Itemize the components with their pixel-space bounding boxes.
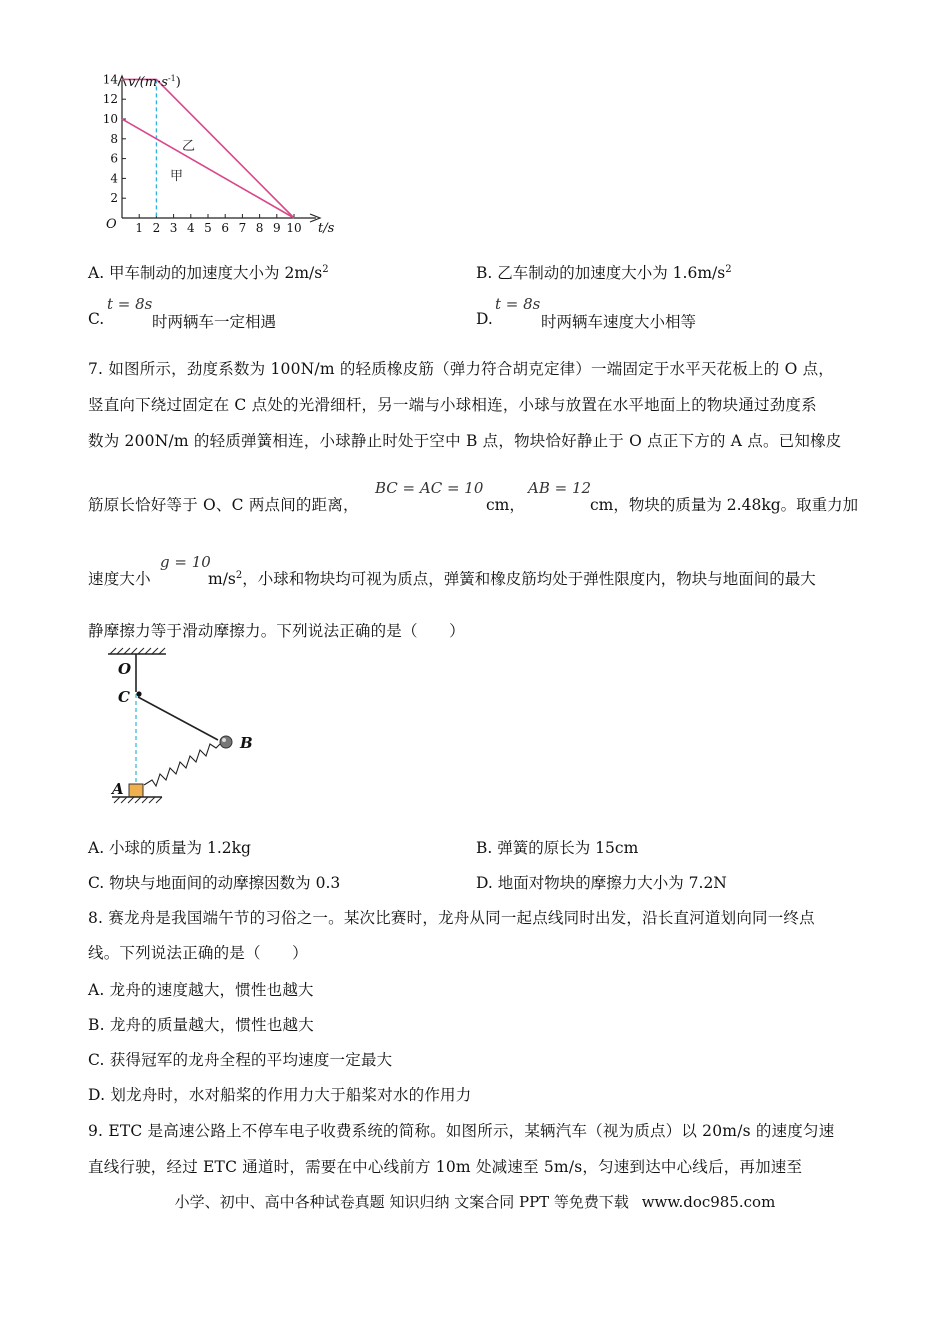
- q7-line-4c: cm，物块的质量为 2.48kg。取重力加: [590, 496, 859, 514]
- x-tick-label: 8: [255, 221, 264, 235]
- q8-option-d: D. 划龙舟时，水对船桨的作用力大于船桨对水的作用力: [88, 1086, 472, 1104]
- page-footer: [0, 1191, 950, 1212]
- point-o-label: O: [118, 660, 132, 678]
- y-tick-label: 14: [102, 72, 118, 87]
- q7-line-1: 7. 如图所示，劲度系数为 100N/m 的轻质橡皮筋（弹力符合胡克定律）一端固定于水平天花板上的 O 点，: [88, 360, 835, 378]
- q7-line-4b: cm，: [486, 496, 525, 514]
- q7-line-4-math-1: BC = AC = 10: [375, 479, 484, 497]
- footer-url[interactable]: www.doc985.com: [641, 1193, 776, 1211]
- q8-option-b: B. 龙舟的质量越大，惯性也越大: [88, 1016, 314, 1034]
- x-tick-label: 10: [286, 221, 302, 235]
- x-tick-label: 2: [152, 221, 161, 235]
- q7-option-d: D. 地面对物块的摩擦力大小为 7.2N: [476, 874, 727, 892]
- graph-ticks: [103, 72, 302, 235]
- series-label-yi: 乙: [182, 139, 196, 154]
- x-tick-label: 1: [135, 221, 144, 235]
- q6-option-c-math: t = 8s: [107, 295, 153, 313]
- q7-option-b: B. 弹簧的原长为 15cm: [476, 839, 639, 857]
- footer-text: 小学、初中、高中各种试卷真题 知识归纳 文案合同 PPT 等免费下载: [174, 1193, 629, 1211]
- x-tick-label: 9: [272, 221, 281, 235]
- q9-line-2: 直线行驶，经过 ETC 通道时，需要在中心线前方 10m 处减速至 5m/s，匀速到达中心线后，再加速至: [88, 1158, 803, 1176]
- point-b-label: B: [240, 734, 253, 752]
- q7-option-a: A. 小球的质量为 1.2kg: [88, 839, 251, 857]
- q6-option-c-text: 时两辆车一定相遇: [152, 313, 277, 331]
- q8-line-1: 8. 赛龙舟是我国端午节的习俗之一。某次比赛时，龙舟从同一起点线同时出发，沿长直河道划向同一终点: [88, 909, 815, 927]
- q8-option-c: C. 获得冠军的龙舟全程的平均速度一定最大: [88, 1051, 393, 1069]
- series-line-yi: [122, 79, 294, 218]
- y-tick-label: 2: [110, 191, 118, 206]
- q7-line-5b: $m/s^2$，小球和物块均可视为质点，弹簧和橡皮筋均处于弹性限度内，物块与地面间的最大: [208, 570, 816, 588]
- origin-label: O: [106, 217, 117, 232]
- velocity-time-graph: [96, 66, 346, 241]
- q7-option-c: C. 物块与地面间的动摩擦因数为 0.3: [88, 874, 341, 892]
- x-tick-label: 3: [169, 221, 178, 235]
- q7-line-2: 竖直向下绕过固定在 C 点处的光滑细杆，另一端与小球相连，小球与放置在水平地面上的物块通过劲度系: [88, 396, 817, 414]
- y-tick-label: 4: [110, 171, 118, 186]
- q6-option-b: B. 乙车制动的加速度大小为 $1.6m/s^2$: [476, 264, 732, 282]
- q6-option-d-math: t = 8s: [495, 295, 541, 313]
- y-axis-label: $v/(m\cdot s^{-1})$: [128, 74, 181, 90]
- x-axis-label: t/s: [318, 221, 335, 236]
- q7-line-5-math: g = 10: [160, 553, 211, 571]
- x-tick-label: 6: [221, 221, 230, 235]
- q8-option-a: A. 龙舟的速度越大，惯性也越大: [88, 981, 314, 999]
- x-tick-label: 4: [186, 221, 195, 235]
- q7-line-4a: 筋原长恰好等于 O、C 两点间的距离，: [88, 496, 359, 514]
- x-tick-label: 5: [204, 221, 212, 235]
- graph-axes: [118, 76, 320, 222]
- y-tick-label: 12: [102, 92, 118, 107]
- q9-line-1: 9. ETC 是高速公路上不停车电子收费系统的简称。如图所示，某辆汽车（视为质点）以 20m/s 的速度匀速: [88, 1122, 835, 1140]
- q7-line-5a: 速度大小: [88, 570, 151, 588]
- graph-series: [122, 79, 294, 218]
- q6-option-a: A. 甲车制动的加速度大小为 $2m/s^2$: [88, 264, 329, 282]
- q7-line-4-math-2: AB = 12: [528, 479, 592, 497]
- q6-option-d-prefix: D.: [476, 310, 493, 328]
- rubber-band-spring-figure: [100, 644, 270, 804]
- q7-line-3: 数为 200N/m 的轻质弹簧相连，小球静止时处于空中 B 点，物块恰好静止于 O 点正下方的 A 点。已知橡皮: [88, 432, 842, 450]
- series-label-jia: 甲: [170, 169, 184, 184]
- y-tick-label: 8: [110, 131, 118, 146]
- point-c-label: C: [118, 688, 130, 706]
- y-tick-label: 6: [110, 151, 118, 166]
- point-a-label: A: [112, 780, 124, 798]
- y-tick-label: 10: [102, 112, 118, 126]
- series-line-jia: [122, 119, 294, 218]
- q8-line-2: 线。下列说法正确的是（ ）: [88, 944, 308, 962]
- q6-option-c-prefix: C.: [88, 310, 105, 328]
- q7-line-6: 静摩擦力等于滑动摩擦力。下列说法正确的是（ ）: [88, 622, 465, 640]
- x-tick-label: 7: [238, 221, 247, 235]
- q6-option-d-text: 时两辆车速度大小相等: [541, 313, 697, 331]
